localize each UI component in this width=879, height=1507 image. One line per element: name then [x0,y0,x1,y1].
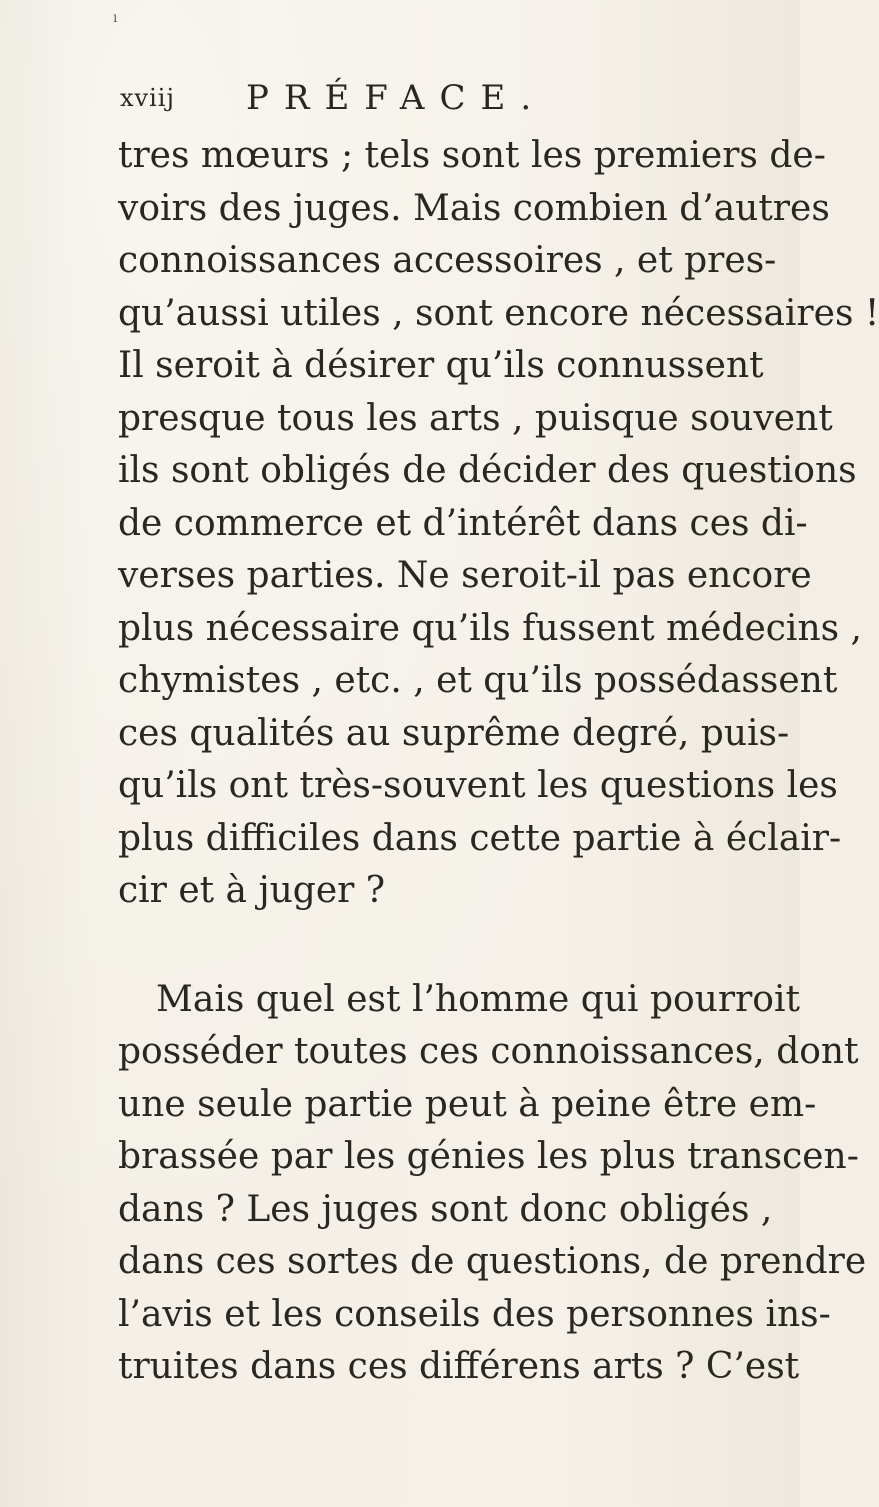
text-line: une seule partie peut à peine être em- [118,1083,817,1125]
text-line: qu’aussi utiles , sont encore nécessaires ! [118,292,879,334]
text-line: plus nécessaire qu’ils fussent médecins , [118,607,862,649]
text-line: de commerce et d’intérêt dans ces di- [118,502,808,544]
text-line: presque tous les arts , puisque souvent [118,397,833,439]
paragraph-2 [118,974,867,1394]
paragraph-1 [118,130,879,918]
page-header [120,78,760,128]
text-line: plus difficiles dans cette partie à éclair- [118,817,842,859]
running-title: PRÉFACE. [246,78,547,118]
text-line: cir et à juger ? [118,870,386,911]
paragraph-gap [118,918,806,974]
text-line: tres mœurs ; tels sont les premiers de- [118,135,826,176]
page-number: xviij [120,84,175,112]
text-line: qu’ils ont très-souvent les questions les [118,765,838,806]
text-line: Il seroit à désirer qu’ils connussent [118,345,764,386]
text-line: truites dans ces différens arts ? C’est [118,1346,800,1387]
text-line: connoissances accessoires , et pres- [118,240,777,281]
text-line: ils sont obligés de décider des questions [118,450,857,491]
text-line: voirs des juges. Mais combien d’autres [118,187,830,229]
text-line: ces qualités au suprême degré, puis- [118,712,790,754]
text-line: l’avis et les conseils des personnes ins- [118,1293,831,1335]
text-line: verses parties. Ne seroit-il pas encore [118,555,812,596]
folio-mark: ı [113,10,118,26]
text-line: brassée par les génies les plus transcen- [118,1136,859,1177]
text-line: chymistes , etc. , et qu’ils possédassent [118,660,838,701]
text-line: Mais quel est l’homme qui pourroit [156,978,800,1020]
text-line: dans ces sortes de questions, de prendre [118,1241,867,1282]
text-line: posséder toutes ces connoissances, dont [118,1031,859,1072]
text-line: dans ? Les juges sont donc obligés , [118,1188,773,1230]
body-text [118,130,879,1394]
